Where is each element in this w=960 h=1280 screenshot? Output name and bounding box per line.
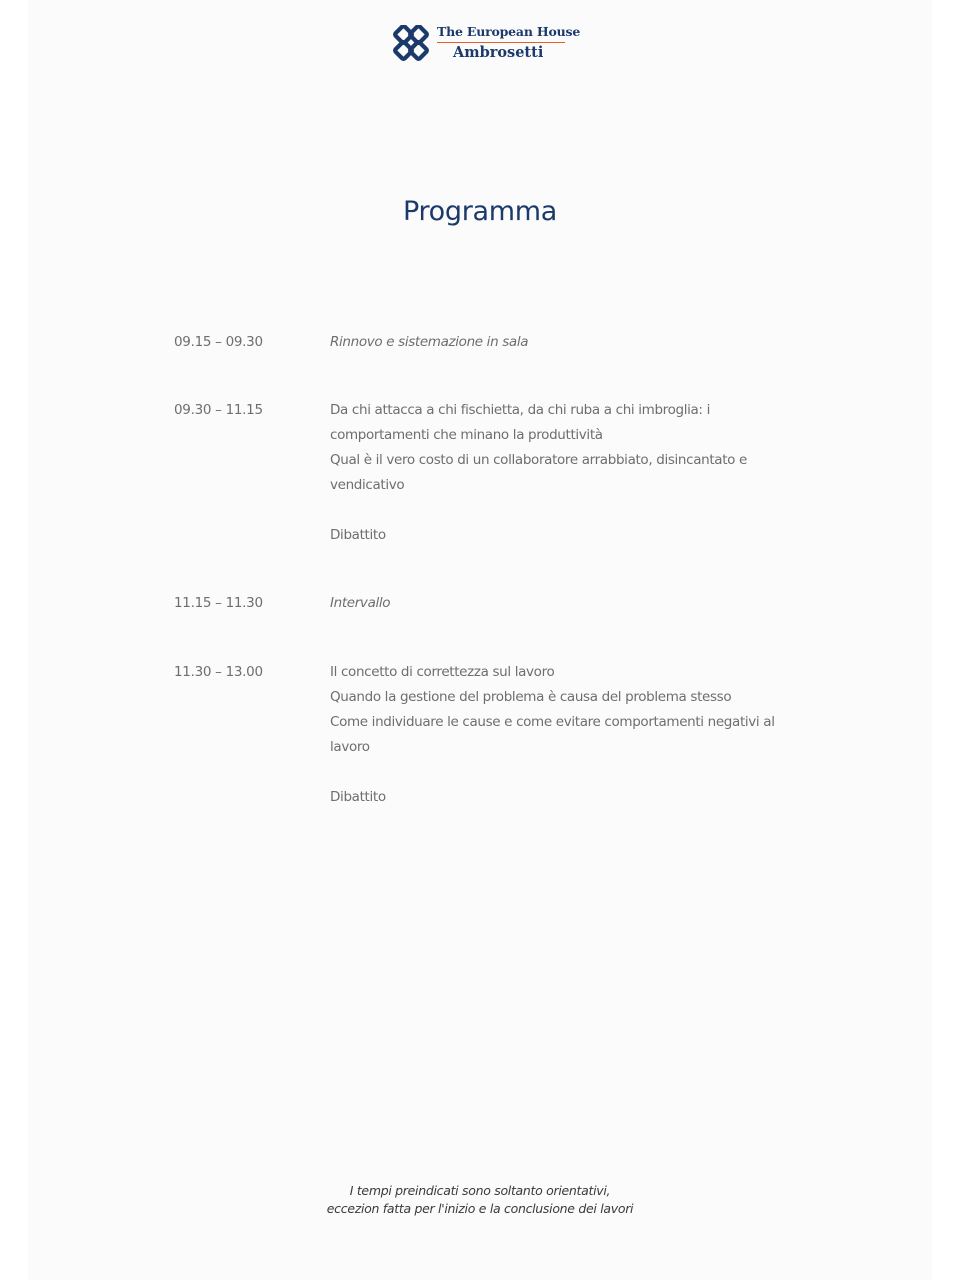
slot-line: Qual è il vero costo di un collaboratore arrabbiato, disincantato e <box>330 452 747 468</box>
slot-line: vendicativo <box>330 477 405 493</box>
slot-description <box>330 660 800 810</box>
slot-line: comportamenti che minano la produttività <box>330 427 603 443</box>
slot-line: Come individuare le cause e come evitare comportamenti negativi al <box>330 714 775 730</box>
company-logo <box>391 24 581 64</box>
slot-line: Intervallo <box>330 595 391 611</box>
logo-rule <box>437 42 565 43</box>
page-background <box>28 0 932 1280</box>
slot-discussion: Dibattito <box>330 789 386 805</box>
slot-discussion: Dibattito <box>330 527 386 543</box>
logo-line-2: Ambrosetti <box>453 44 544 61</box>
logo-line-1: The European House <box>437 24 581 39</box>
slot-time: 11.15 – 11.30 <box>174 595 263 611</box>
slot-line: Il concetto di correttezza sul lavoro <box>330 664 555 680</box>
slot-line: Rinnovo e sistemazione in sala <box>330 334 529 350</box>
slot-line: lavoro <box>330 739 370 755</box>
slot-description <box>330 330 800 355</box>
slot-time: 11.30 – 13.00 <box>174 664 263 680</box>
page-title: Programma <box>402 196 558 227</box>
footer-note-line-1: I tempi preindicati sono soltanto orientativi, <box>349 1183 611 1198</box>
slot-time: 09.30 – 11.15 <box>174 402 263 418</box>
slot-description <box>330 591 800 616</box>
slot-time: 09.15 – 09.30 <box>174 334 263 350</box>
slot-line: Quando la gestione del problema è causa del problema stesso <box>330 689 732 705</box>
logo-mark-icon <box>391 25 431 61</box>
slot-line: Da chi attacca a chi fischietta, da chi ruba a chi imbroglia: i <box>330 402 710 418</box>
footer-note <box>0 1182 960 1218</box>
footer-note-line-2: eccezion fatta per l'inizio e la conclusione dei lavori <box>326 1201 634 1216</box>
slot-description <box>330 398 800 548</box>
